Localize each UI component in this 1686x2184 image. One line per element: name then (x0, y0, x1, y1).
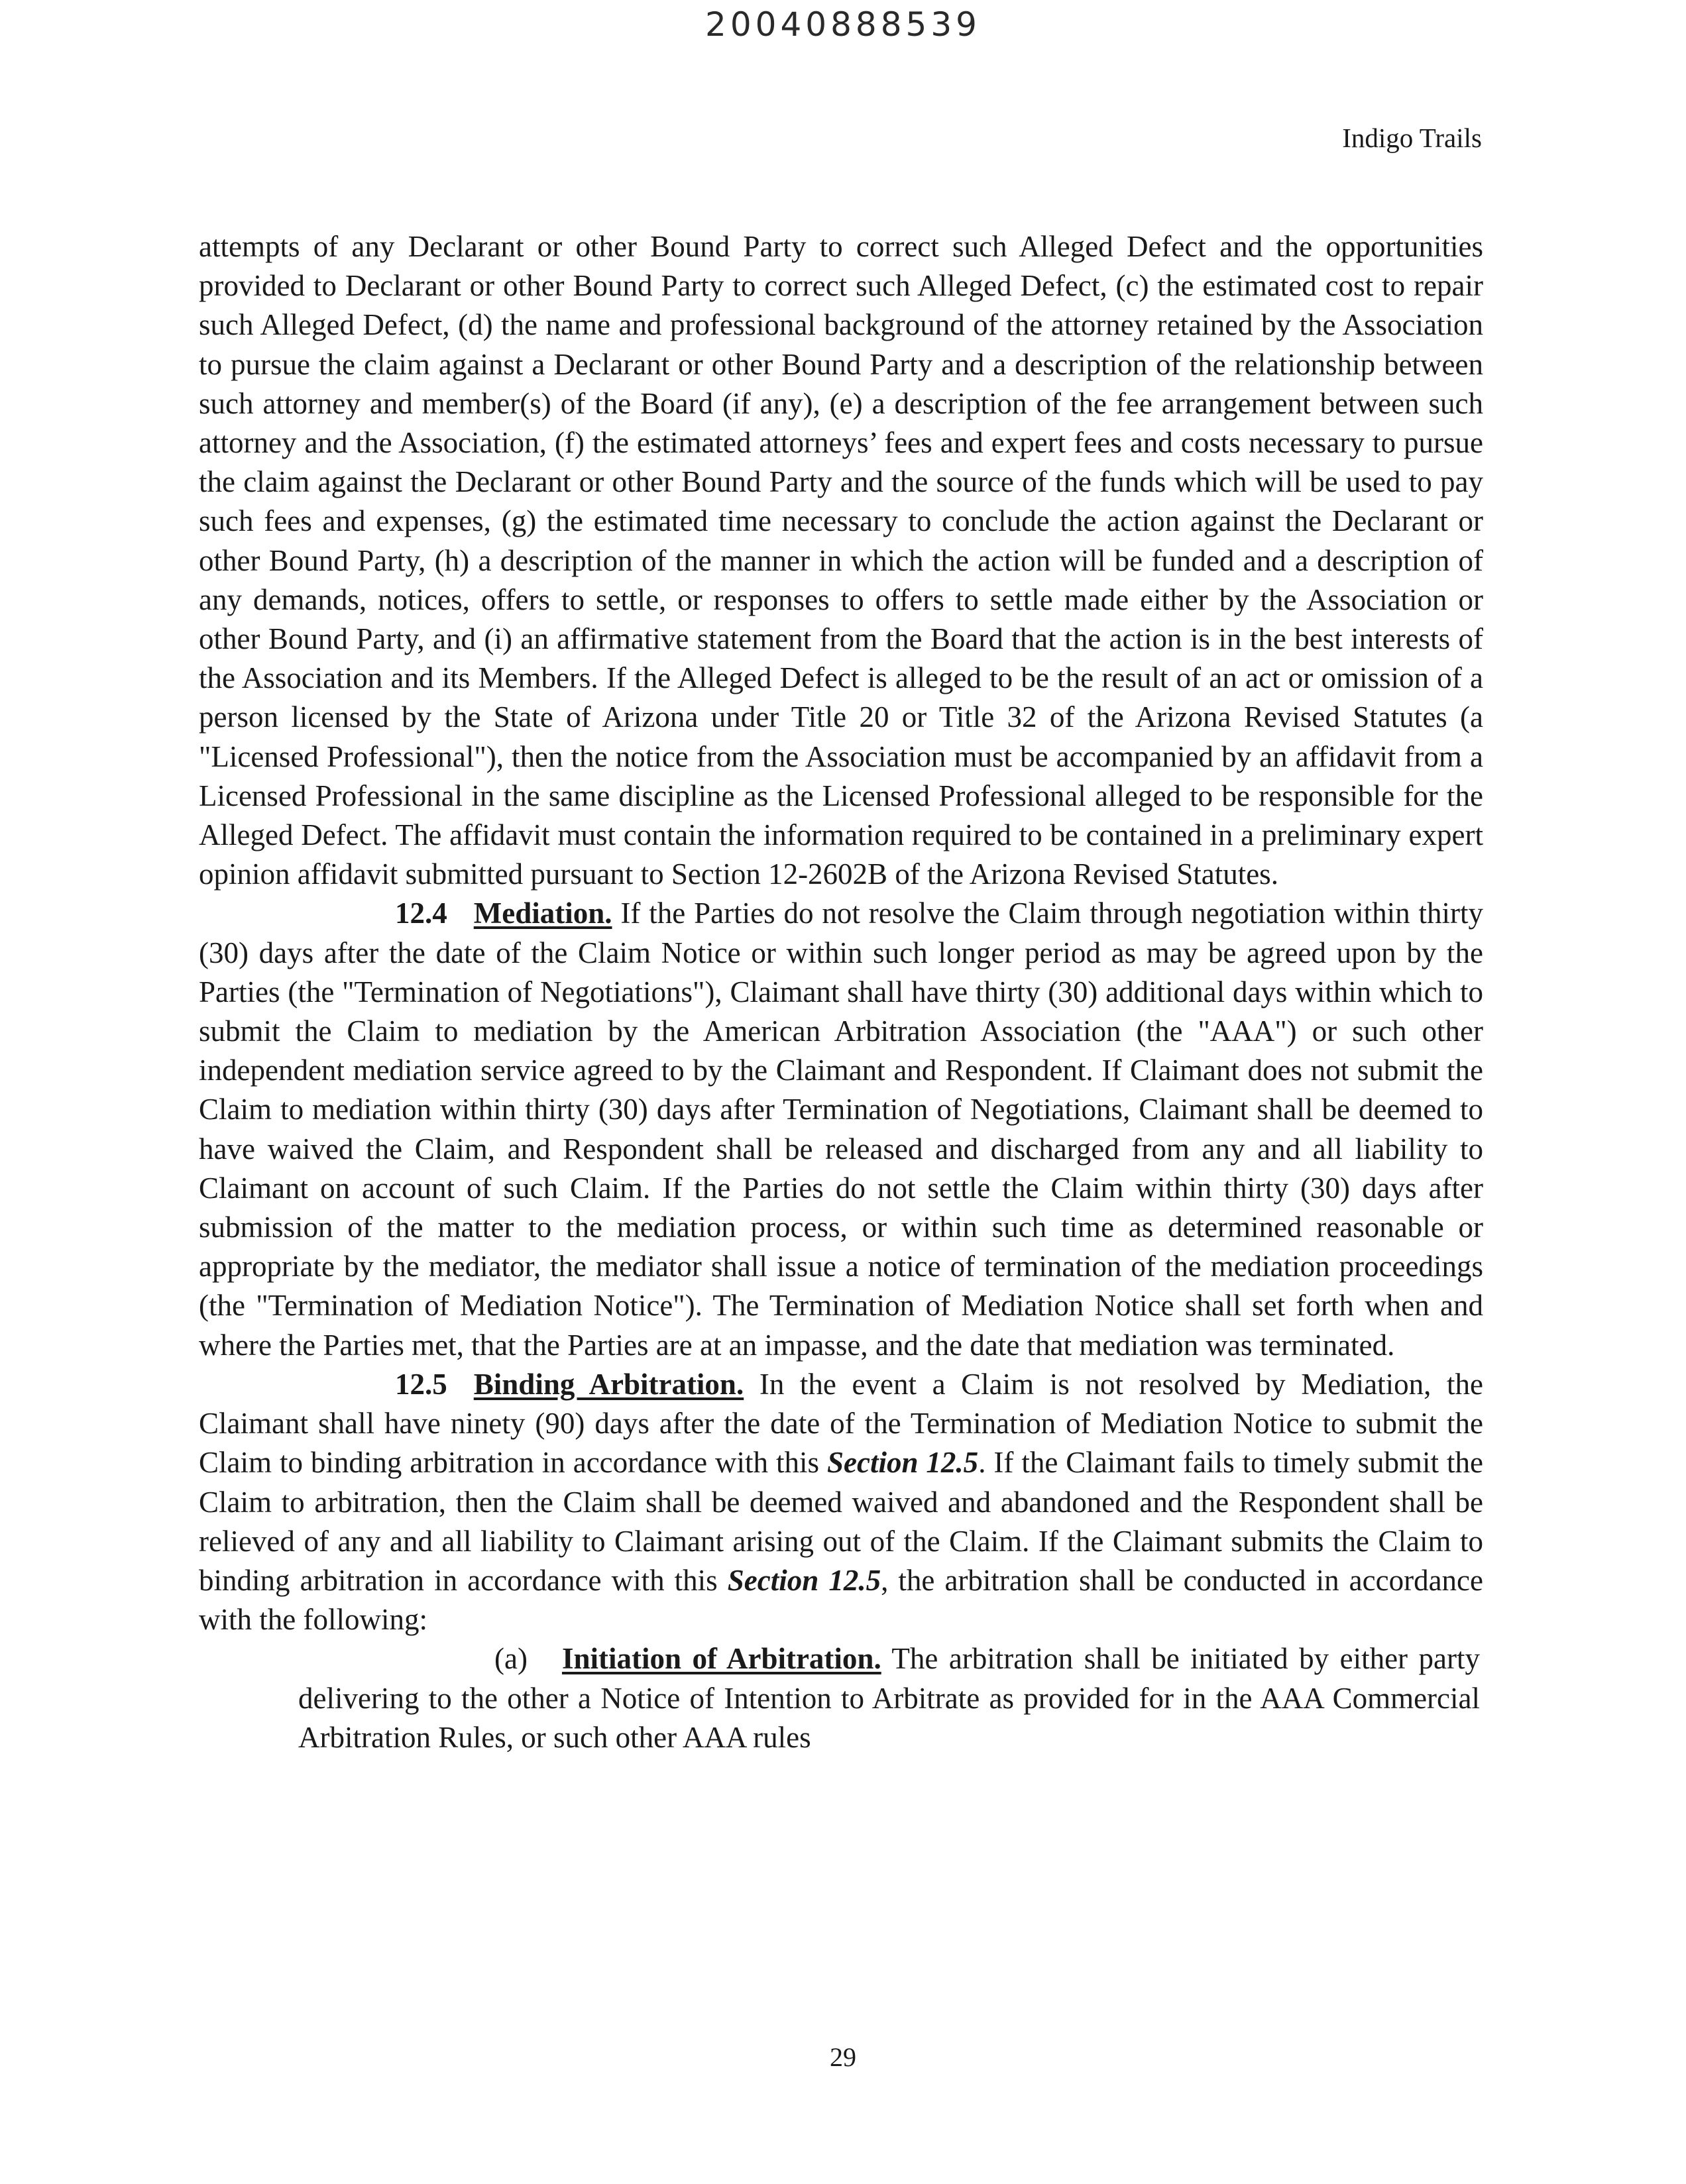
paragraph-continued: attempts of any Declarant or other Bound Party to correct such Alleged Defect and the opportunities provided to Declarant or other Bound Party to correct such Alleged Defect, (c) the estimated cost to repair such Alleged Defect, (d) the name and professional background of the attorney retained by the Association to pursue the claim against a Declarant or other Bound Party and a description of the relationship between such attorney and member(s) of the Board (if any), (e) a description of the fee arrangement between such attorney and the Association, (f) the estimated attorneys’ fees and expert fees and costs necessary to pursue the claim against the Declarant or other Bound Party and the source of the funds which will be used to pay such fees and expenses, (g) the estimated time necessary to conclude the action against the Declarant or other Bound Party, (h) a description of the manner in which the action will be funded and a description of any demands, notices, offers to settle, or responses to offers to settle made either by the Association or other Bound Party, and (i) an affirmative statement from the Board that the action is in the best interests of the Association and its Members. If the Alleged Defect is alleged to be the result of an act or omission of a person licensed by the State of Arizona under Title 20 or Title 32 of the Arizona Revised Statutes (a "Licensed Professional"), then the notice from the Association must be accompanied by an affidavit from a Licensed Professional in the same discipline as the Licensed Professional alleged to be responsible for the Alleged Defect. The affidavit must contain the information required to be contained in a preliminary expert opinion affidavit submitted pursuant to Section 12-2602B of the Arizona Revised Statutes. (199, 230, 1483, 891)
section-reference: Section 12.5 (826, 1446, 979, 1480)
running-header: Indigo Trails (1342, 123, 1482, 153)
section-reference: Section 12.5 (727, 1563, 881, 1597)
document-number: 20040888539 (705, 5, 981, 44)
subsection-text: The arbitration shall be initiated by either party delivering to the other a Notice of Intention to Arbitrate as provided for in the AAA Commercial Arbitration Rules, or such other AAA rules (298, 1642, 1480, 1754)
subsection-number: (a) (494, 1642, 528, 1676)
section-title: Mediation. (473, 897, 612, 930)
section-text: In the event a Claim is not resolved by Mediation, the Claimant shall have ninety (90) days after the date of the Termination of Mediation Notice to submit the Claim to binding arbitration in accordance with this (199, 1367, 1483, 1480)
section-number: 12.4 (395, 897, 447, 930)
page-number: 29 (830, 2042, 856, 2072)
section-12-4 (199, 894, 1483, 1364)
subsection-title: Initiation of Arbitration. (561, 1642, 881, 1676)
subsection-a (298, 1639, 1480, 1757)
section-title: Binding Arbitration. (473, 1367, 744, 1401)
body-text (199, 227, 1483, 1757)
section-12-5 (199, 1365, 1483, 1639)
section-number: 12.5 (395, 1367, 447, 1401)
section-text: If the Parties do not resolve the Claim through negotiation within thirty (30) days after the date of the Claim Notice or within such longer period as may be agreed upon by the Parties (the "Termination of Negotiations"), Claimant shall have thirty (30) additional days within which to submit the Claim to mediation by the American Arbitration Association (the "AAA") or such other independent mediation service agreed to by the Claimant and Respondent. If Claimant does not submit the Claim to mediation within thirty (30) days after Termination of Negotiations, Claimant shall be deemed to have waived the Claim, and Respondent shall be released and discharged from any and all liability to Claimant on account of such Claim. If the Parties do not settle the Claim within thirty (30) days after submission of the matter to the mediation process, or within such time as determined reasonable or appropriate by the mediator, the mediator shall issue a notice of termination of the mediation proceedings (the "Termination of Mediation Notice"). The Termination of Mediation Notice shall set forth when and where the Parties met, that the Parties are at an impasse, and the date that mediation was terminated. (199, 897, 1483, 1362)
section-text: , the arbitration shall be conducted in accordance with the following: (199, 1563, 1483, 1637)
section-text: . If the Claimant fails to timely submit the Claim to arbitration, then the Claim shall be deemed waived and abandoned and the Respondent shall be relieved of any and all liability to Claimant arising out of the Claim. If the Claimant submits the Claim to binding arbitration in accordance with this (199, 1446, 1483, 1597)
